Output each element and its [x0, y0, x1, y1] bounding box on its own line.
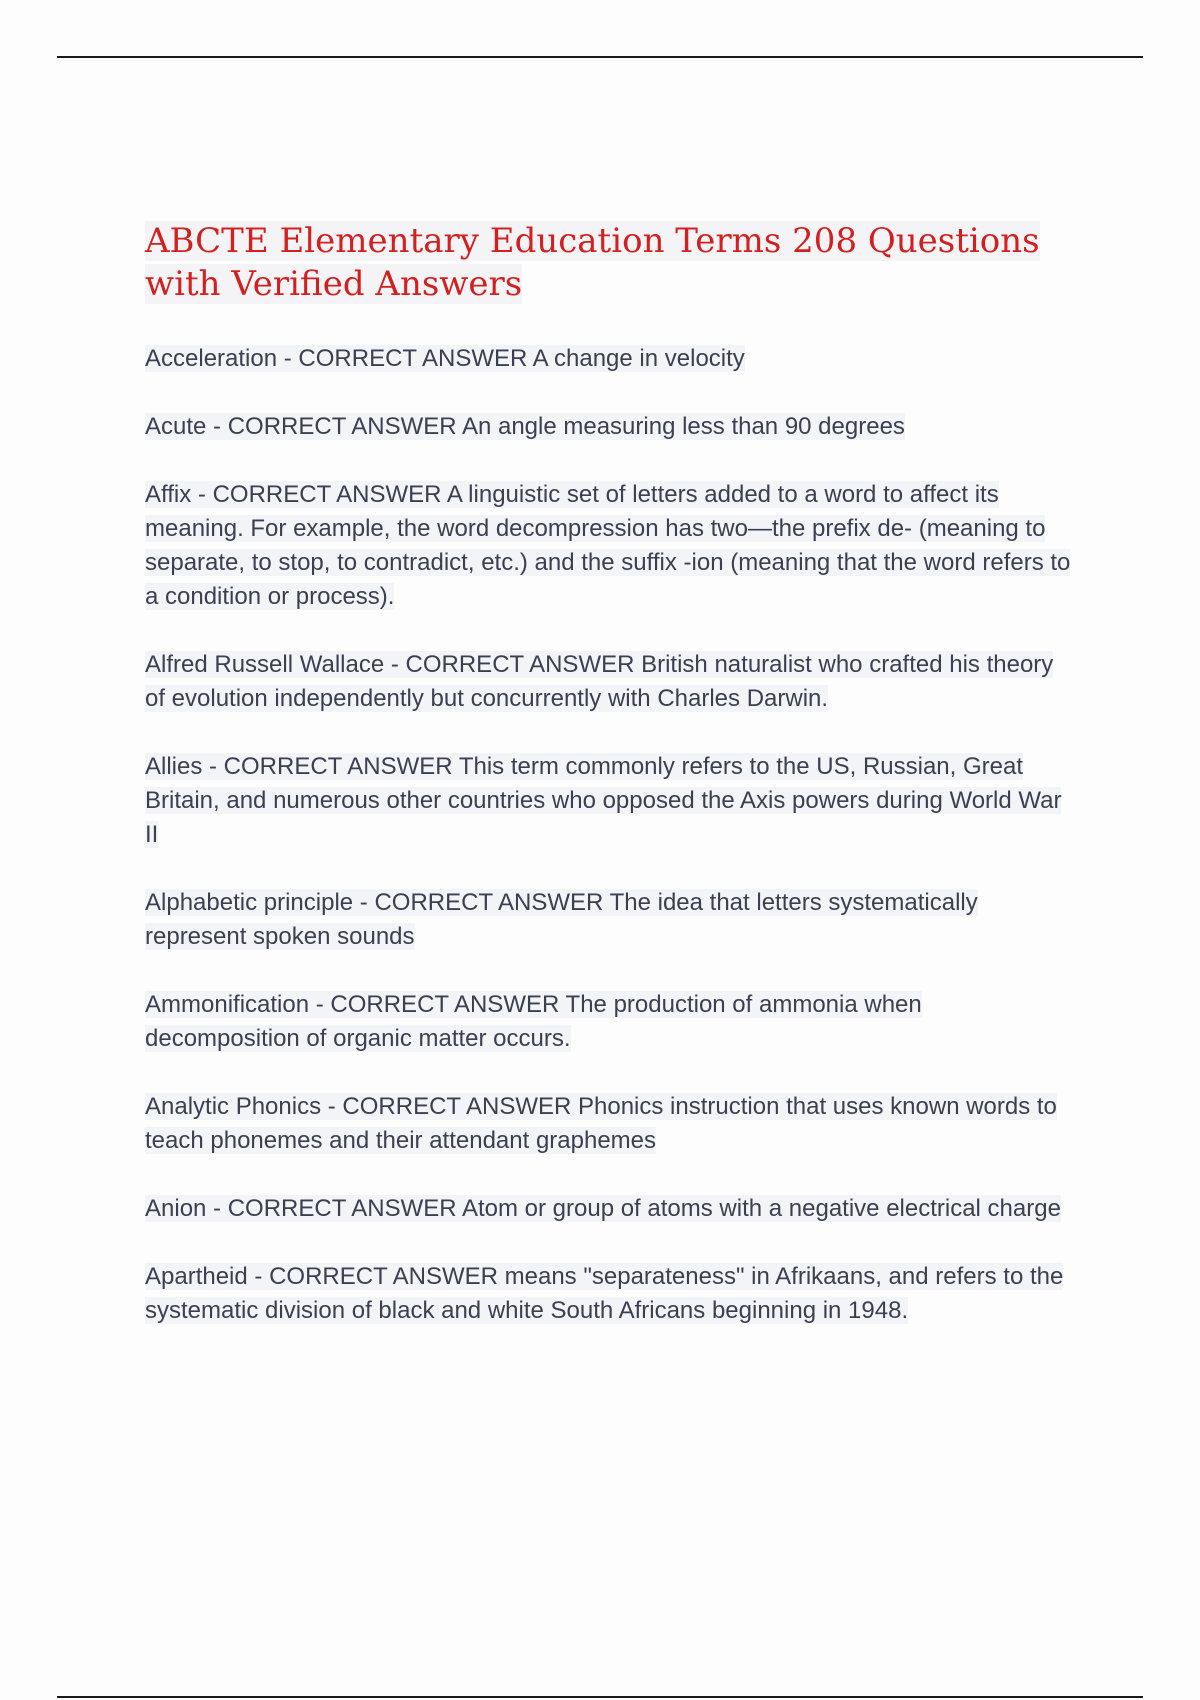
term-entry	[145, 1090, 1075, 1158]
term-entry-text: Acute - CORRECT ANSWER An angle measuring less than 90 degrees	[145, 413, 905, 440]
term-entry	[145, 1192, 1075, 1226]
document-title	[145, 220, 1075, 306]
term-entry	[145, 1260, 1075, 1328]
term-entry	[145, 342, 1075, 376]
document-title-text: ABCTE Elementary Education Terms 208 Questions with Verified Answers	[145, 221, 1040, 304]
term-entry	[145, 648, 1075, 716]
term-entry	[145, 886, 1075, 954]
term-entry-text: Apartheid - CORRECT ANSWER means "separateness" in Afrikaans, and refers to the systematic division of black and white South Africans beginning in 1948.	[145, 1263, 1064, 1324]
top-rule	[57, 56, 1143, 58]
term-entry-text: Alphabetic principle - CORRECT ANSWER The idea that letters systematically represent spoken sounds	[145, 889, 978, 950]
term-entry	[145, 750, 1075, 852]
term-entry-text: Ammonification - CORRECT ANSWER The production of ammonia when decomposition of organic matter occurs.	[145, 991, 922, 1052]
term-entry	[145, 988, 1075, 1056]
term-entry-text: Alfred Russell Wallace - CORRECT ANSWER British naturalist who crafted his theory of evolution independently but concurrently with Charles Darwin.	[145, 651, 1054, 712]
term-entry-text: Acceleration - CORRECT ANSWER A change in velocity	[145, 345, 745, 372]
term-entry	[145, 478, 1075, 614]
bottom-rule	[57, 1696, 1143, 1698]
term-entry-text: Allies - CORRECT ANSWER This term commonly refers to the US, Russian, Great Britain, and numerous other countries who opposed the Axis powers during World War II	[145, 753, 1062, 848]
document-content	[145, 220, 1075, 1362]
term-entry-text: Affix - CORRECT ANSWER A linguistic set of letters added to a word to affect its meaning. For example, the word decompression has two—the prefix de- (meaning to separate, to stop, to contradict, etc.) and the suffix -ion (meaning that the word refers to a condition or process).	[145, 481, 1071, 610]
term-entry-text: Anion - CORRECT ANSWER Atom or group of atoms with a negative electrical charge	[145, 1195, 1061, 1222]
term-entry	[145, 410, 1075, 444]
term-entry-text: Analytic Phonics - CORRECT ANSWER Phonics instruction that uses known words to teach phonemes and their attendant graphemes	[145, 1093, 1057, 1154]
